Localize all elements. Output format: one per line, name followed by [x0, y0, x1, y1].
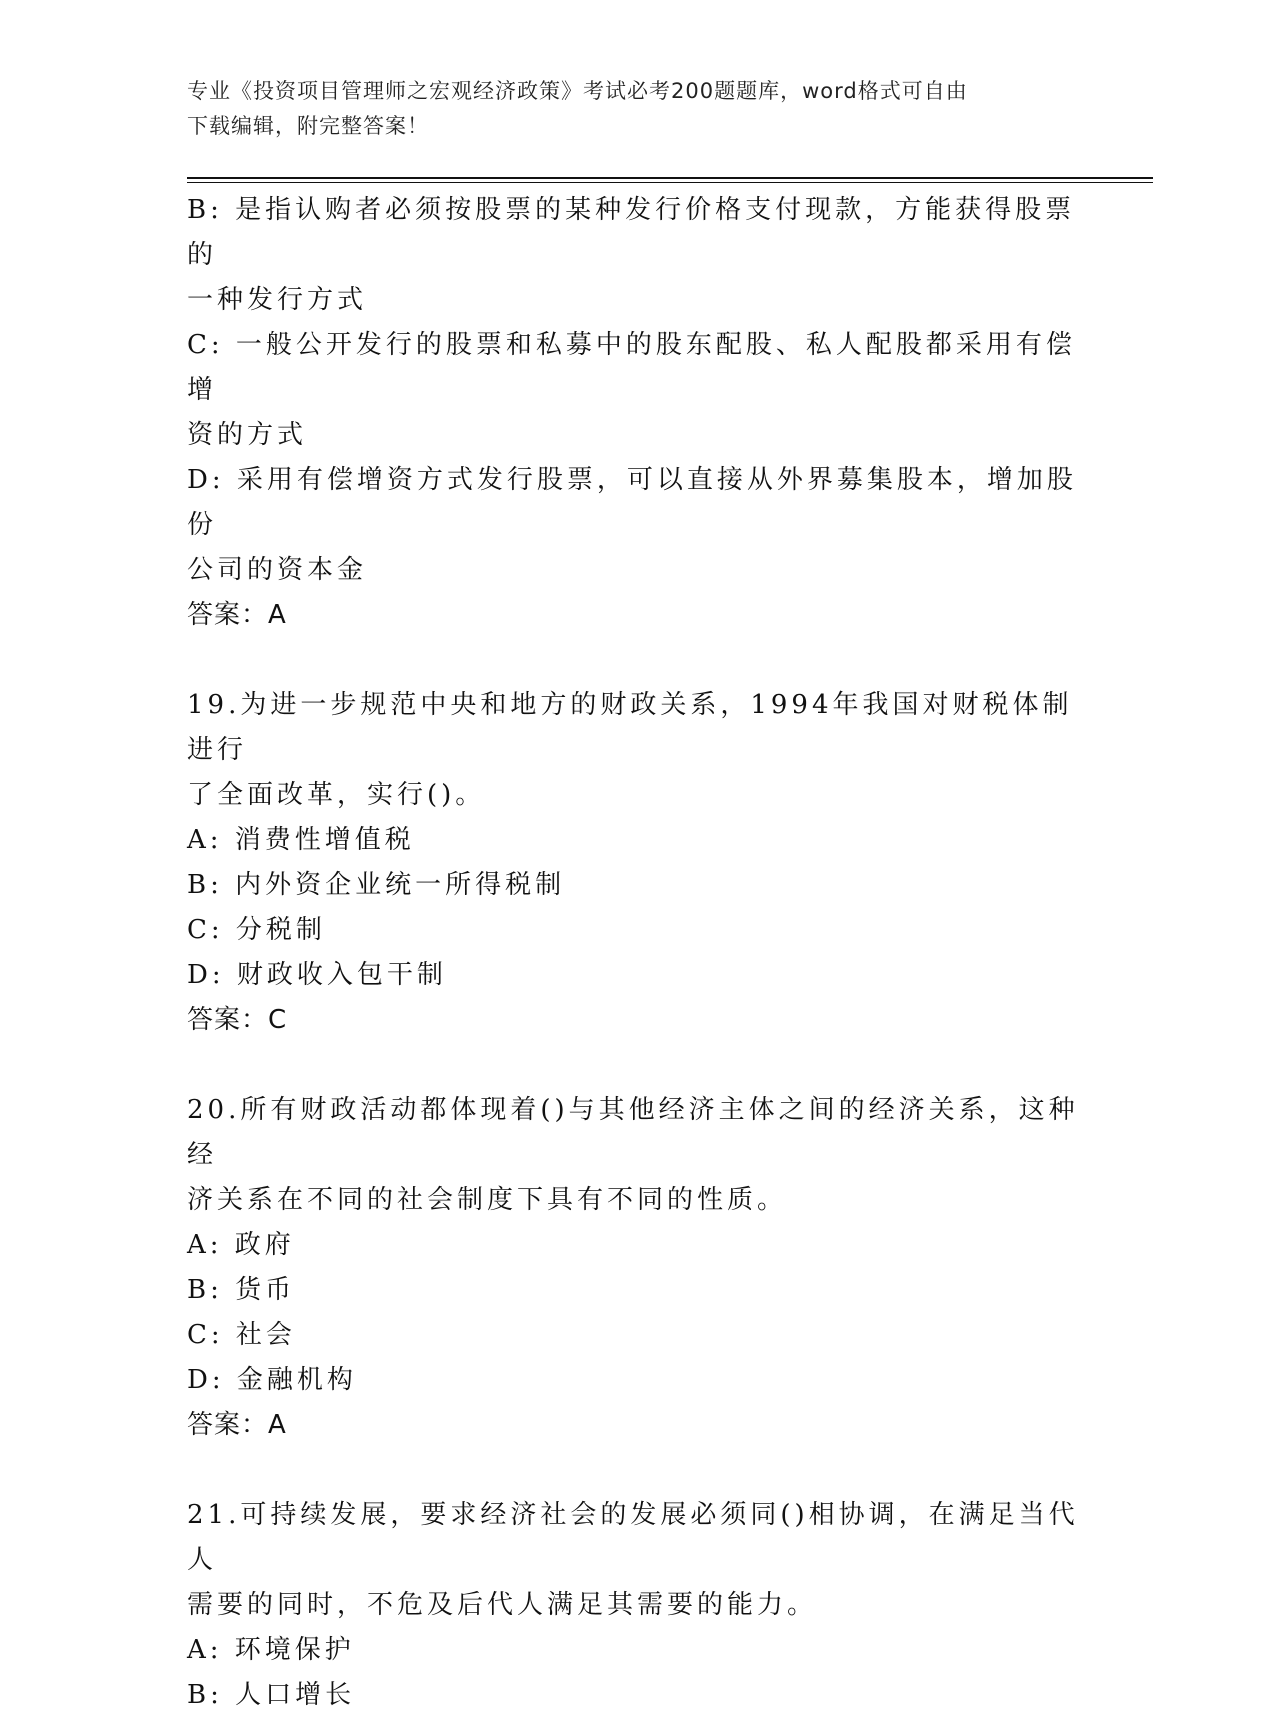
- option-c: C: 分税制: [187, 915, 326, 945]
- header-line-1: 专业《投资项目管理师之宏观经济政策》考试必考200题题库，word格式可自由: [187, 79, 968, 103]
- option-c-line-2: 资的方式: [187, 420, 308, 450]
- page-header: [187, 74, 1067, 144]
- spacer: [187, 1448, 1087, 1493]
- option-b: B: 货币: [187, 1275, 296, 1305]
- answer-19: 答案：C: [187, 1005, 288, 1035]
- option-a: A: 政府: [187, 1230, 295, 1260]
- answer-18: 答案：A: [187, 600, 287, 630]
- option-b: B: 内外资企业统一所得税制: [187, 870, 566, 900]
- option-d-line-2: 公司的资本金: [187, 555, 368, 585]
- header-rule-thick: [187, 177, 1153, 179]
- question-20: [187, 1088, 1087, 1448]
- option-c: C: 社会: [187, 1320, 296, 1350]
- question-stem-line-2: 济关系在不同的社会制度下具有不同的性质。: [187, 1185, 788, 1215]
- spacer: [187, 1043, 1087, 1088]
- question-18-continued: [187, 188, 1087, 638]
- spacer: [187, 638, 1087, 683]
- option-b-line-2: 一种发行方式: [187, 285, 368, 315]
- option-b: B: 人口增长: [187, 1680, 356, 1710]
- question-stem-line-2: 了全面改革，实行()。: [187, 780, 486, 810]
- question-stem-line-1: 19.为进一步规范中央和地方的财政关系，1994年我国对财税体制进行: [187, 690, 1073, 765]
- header-rule-thin: [187, 182, 1153, 183]
- question-19: [187, 683, 1087, 1043]
- header-line-2: 下载编辑，附完整答案！: [187, 114, 429, 138]
- question-stem-line-1: 21.可持续发展，要求经济社会的发展必须同()相协调，在满足当代人: [187, 1500, 1079, 1575]
- option-d: D: 财政收入包干制: [187, 960, 447, 990]
- option-b-line-1: B: 是指认购者必须按股票的某种发行价格支付现款，方能获得股票的: [187, 195, 1076, 270]
- option-d: D: 金融机构: [187, 1365, 357, 1395]
- question-stem-line-2: 需要的同时，不危及后代人满足其需要的能力。: [187, 1590, 818, 1620]
- option-d-line-1: D: 采用有偿增资方式发行股票，可以直接从外界募集股本，增加股份: [187, 465, 1077, 540]
- question-stem-line-1: 20.所有财政活动都体现着()与其他经济主体之间的经济关系，这种经: [187, 1095, 1079, 1170]
- option-a: A: 环境保护: [187, 1635, 355, 1665]
- option-a: A: 消费性增值税: [187, 825, 415, 855]
- answer-20: 答案：A: [187, 1410, 287, 1440]
- option-c-line-1: C: 一般公开发行的股票和私募中的股东配股、私人配股都采用有偿增: [187, 330, 1076, 405]
- document-body: [187, 188, 1087, 1718]
- question-21: [187, 1493, 1087, 1718]
